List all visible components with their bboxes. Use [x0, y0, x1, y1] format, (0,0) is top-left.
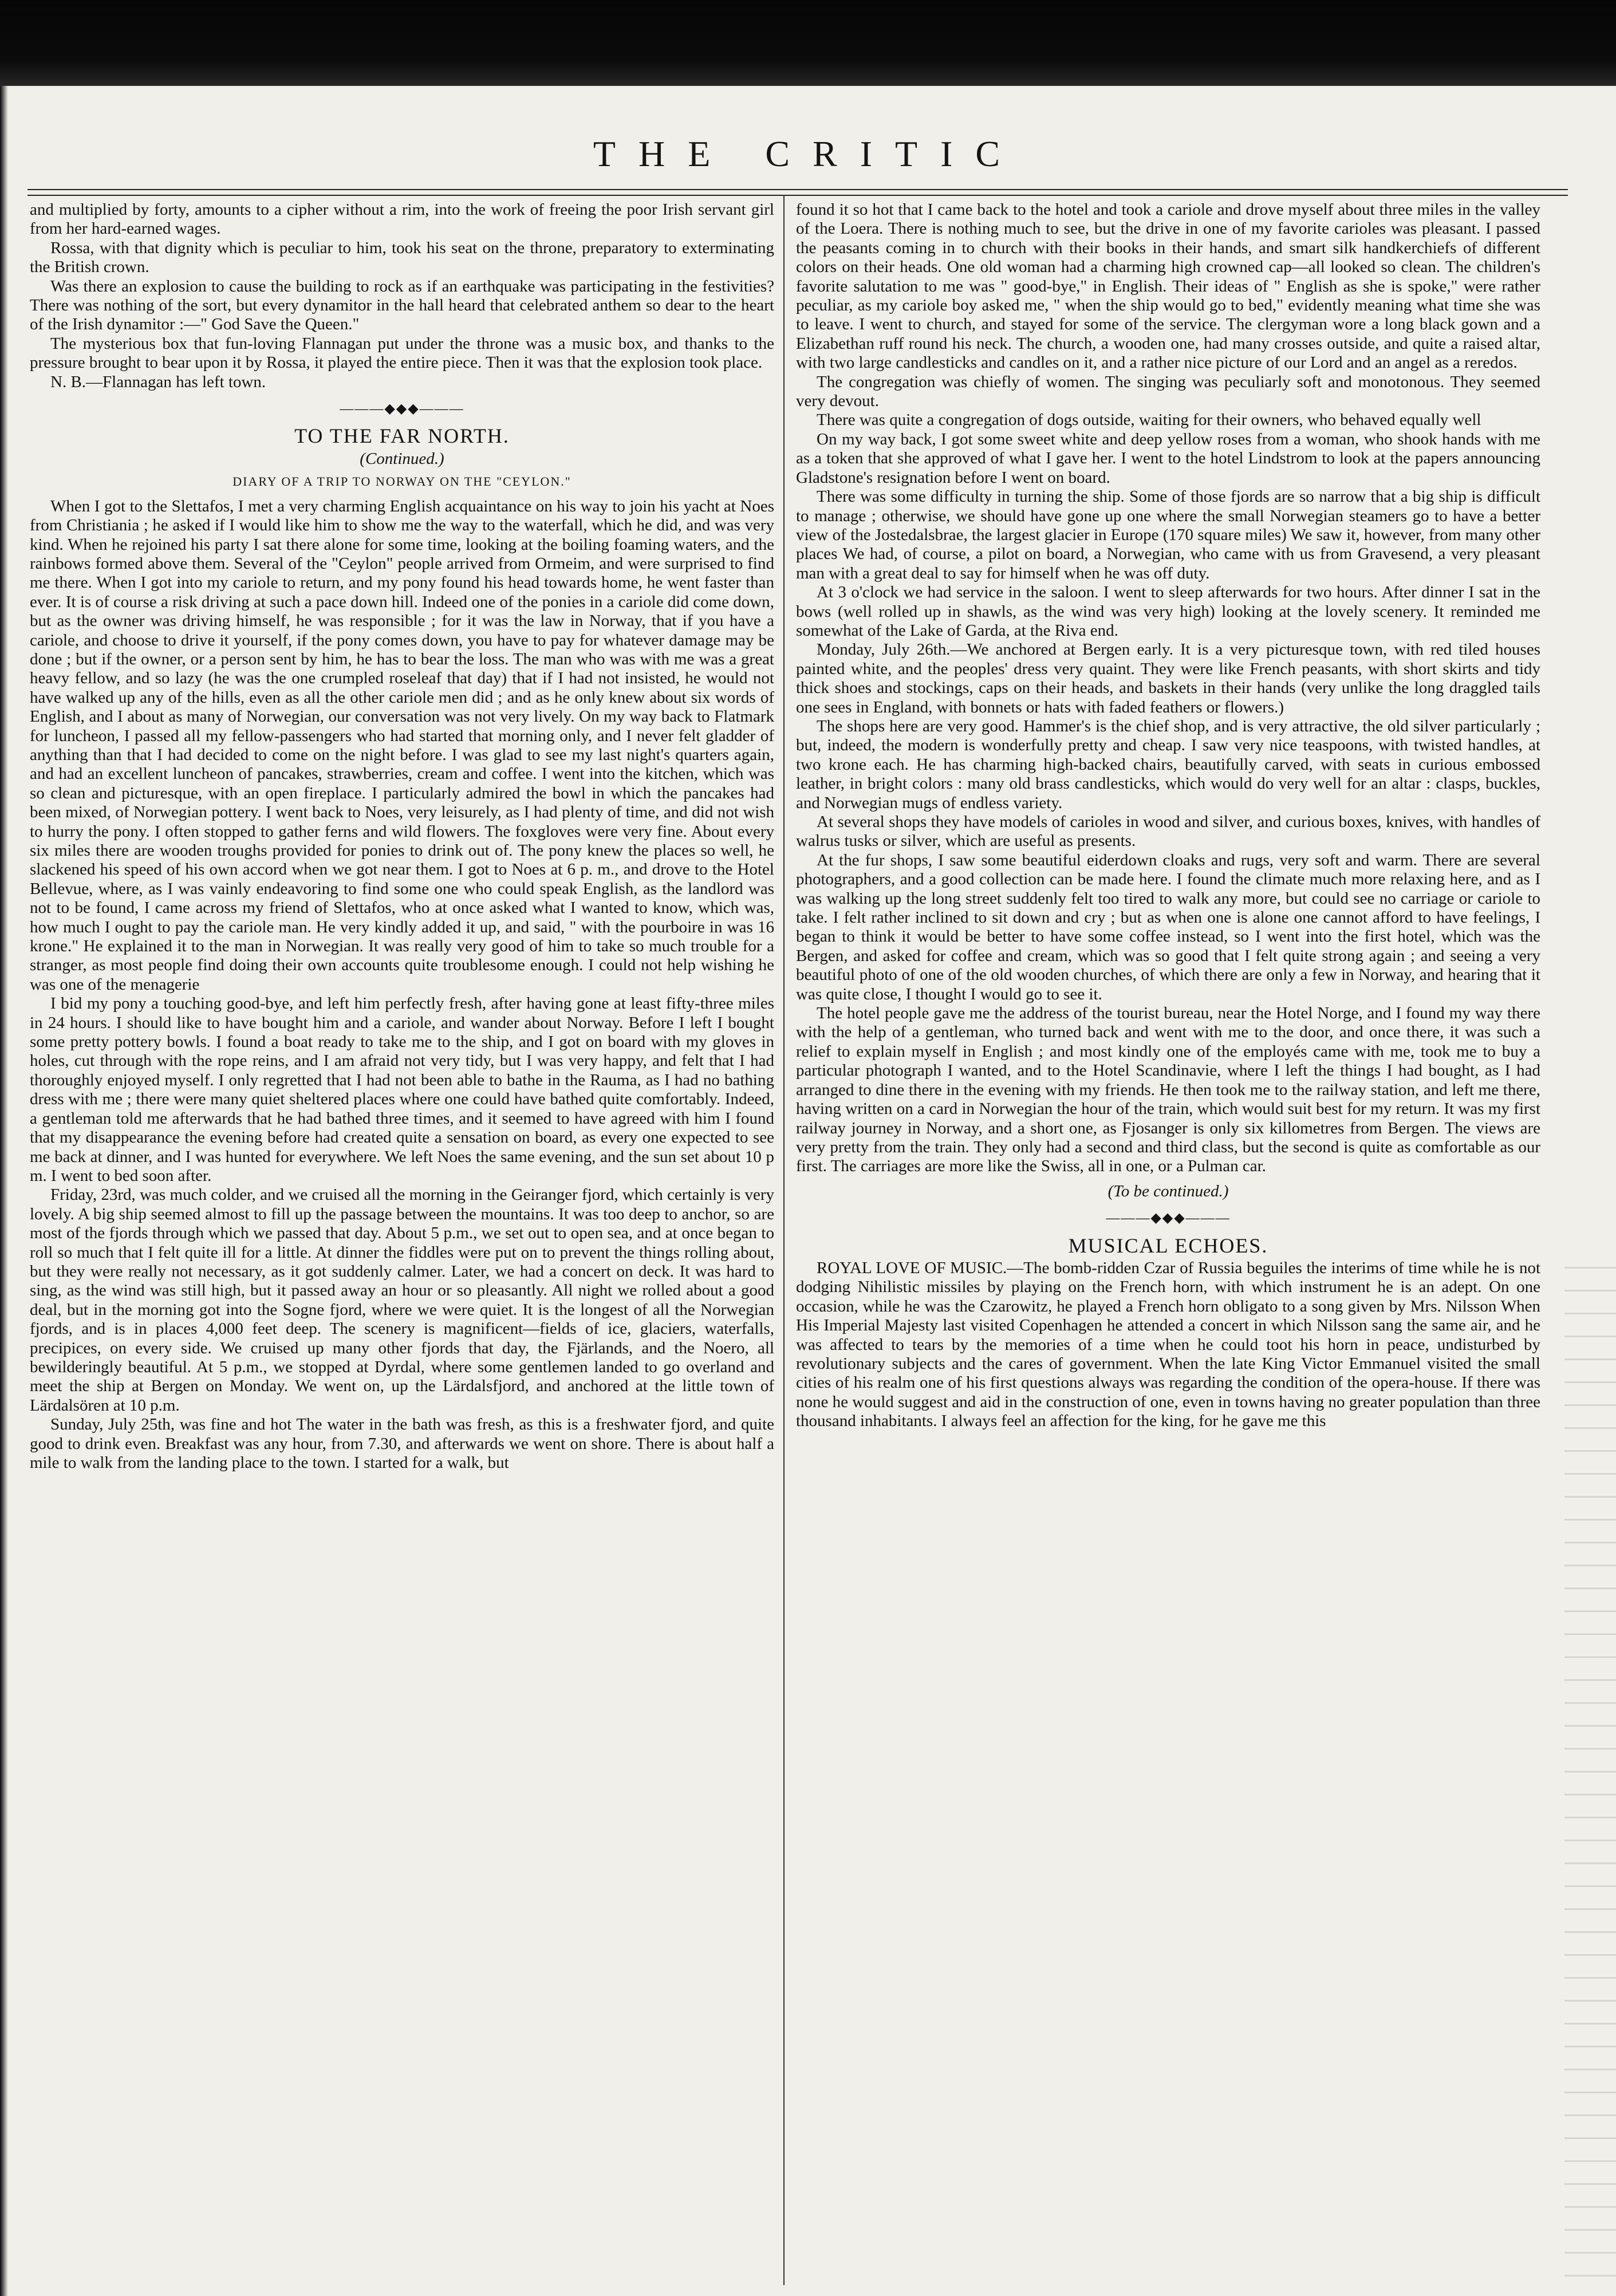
paragraph: found it so hot that I came back to the hotel and took a cariole and drove myself about three miles in the valley of the Loera. There is nothing much to see, but the drive in one of my favorite carioles was pleasant. I passed the peasants coming in to church with their books in their hands, and smart silk handkerchiefs of different colors on their heads. One old woman had a charming high crowned cap—all looked so clean. The children's favorite salutation to me was " good-bye," in English. Their ideas of " English as she is spoke," were rather peculiar, as my cariole boy asked me, " when the ship would go to bed," evidently meaning what time she was to leave. I went to church, and stayed for some of the service. The clergyman wore a long black gown and a Elizabethan ruff round his neck. The church, a wooden one, had many crosses outside, and quite a raised altar, with two large candlesticks and candles on it, and a rather nice picture of our Lord and an angel as a reredos.: [796, 200, 1540, 372]
scan-margin-noise: [1564, 1260, 1616, 2291]
section-ornament: ———◆◆◆———: [340, 401, 464, 417]
paragraph: The shops here are very good. Hammer's is the chief shop, and is very attractive, the old silver particularly ; but, indeed, the modern is wonderfully pretty and cheap. I saw very nice teaspoons, with twisted handles, at two krone each. He has charming high-backed chairs, beautifully carved, with seats in curious embossed leather, in bright colors : many old brass candlesticks, which would do very well for an altar : clasps, buckles, and Norwegian mugs of endless variety.: [796, 716, 1540, 812]
paragraph: There was quite a congregation of dogs outside, waiting for their owners, who behaved equally well: [817, 411, 1481, 430]
article-heading-far-north: TO THE FAR NORTH.: [294, 424, 510, 448]
article-heading-musical-echoes: MUSICAL ECHOES.: [1068, 1234, 1268, 1257]
to-be-continued-note: (To be continued.): [1107, 1182, 1229, 1200]
article-subtitle: DIARY OF A TRIP TO NORWAY ON THE "CEYLON.": [232, 474, 571, 489]
paragraph: Rossa, with that dignity which is peculiar to him, took his seat on the throne, preparatory to exterminating the British crown.: [30, 238, 774, 277]
continued-note: (Continued.): [360, 449, 444, 468]
paragraph: The mysterious box that fun-loving Flannagan put under the throne was a music box, and thanks to the pressure brought to bear upon it by Rossa, it played the entire piece. Then it was that the explosion took place.: [30, 334, 774, 372]
paragraph: Sunday, July 25th, was fine and hot The water in the bath was fresh, as this is a freshwater fjord, and quite good to drink even. Breakfast was any hour, from 7.30, and afterwards we went on shore. There is about half a mile to walk from the landing place to the town. I started for a walk, but: [30, 1415, 774, 1472]
paragraph: At 3 o'clock we had service in the saloon. I went to sleep afterwards for two hours. After dinner I sat in the bows (well rolled up in shawls, as the wind was very high) looking at the lovely scenery. It reminded me somewhat of the Lake of Garda, at the Riva end.: [796, 583, 1540, 640]
right-column: [796, 200, 1540, 2285]
paragraph: At several shops they have models of carioles in wood and silver, and curious boxes, knives, with handles of walrus tusks or silver, which are useful as presents.: [796, 813, 1540, 850]
paragraph: Monday, July 26th.—We anchored at Bergen early. It is a very picturesque town, with red tiled houses painted white, and the peoples' dress very quaint. They were like French peasants, with short skirts and tidy thick shoes and stockings, caps on their heads, and baskets in their hands (very unlike the long draggled tails one sees in England, with bonnets or hats with faded feathers or flowers.): [796, 640, 1540, 716]
paragraph: Was there an explosion to cause the building to rock as if an earthquake was participating in the festivities? There was nothing of the sort, but every dynamitor in the hall heard that celebrated anthem so dear to the heart of the Irish dynamitor :—" God Save the Queen.": [30, 277, 774, 334]
section-ornament: ———◆◆◆———: [1106, 1211, 1231, 1226]
paragraph: and multiplied by forty, amounts to a cipher without a rim, into the work of freeing the poor Irish servant girl from her hard-earned wages.: [30, 200, 774, 238]
masthead-double-rule: [27, 189, 1568, 196]
masthead-title: THE CRITIC: [593, 133, 1023, 174]
paragraph: At the fur shops, I saw some beautiful eiderdown cloaks and rugs, very soft and warm. There are several photographers, and a good collection can be made here. I found the climate much more relaxing here, and as I was walking up the long street suddenly felt too tired to walk any more, but could see no carriage or cariole to take. I felt rather inclined to sit down and cry ; but as when one is alone one cannot afford to have feelings, I began to think it would be better to have some coffee instead, so I went into the first hotel, which was the Bergen, and asked for coffee and cream, which was so good that I felt quite strong again ; and seeing a very beautiful photo of one of the old wooden churches, of which there are only a few in Norway, and hearing that it was quite close, I thought I would go to see it.: [796, 850, 1540, 1003]
paragraph: The hotel people gave me the address of the tourist bureau, near the Hotel Norge, and I found my way there with the help of a gentleman, who turned back and went with me to the door, and once there, it was such a relief to explain myself in English ; and most kindly one of the employés came with me, took me to buy a particular photograph I wanted, and to the Hotel Scandinavie, where I left the things I had bought, as I had arranged to dine there in the evening with my friends. He then took me to the railway station, and left me there, having written on a card in Norwegian the hour of the train, which would suit best for my return. It was my first railway journey in Norway, and a short one, as Fjosanger is only six killometres from Bergen. The views are very pretty from the train. They only had a second and third class, but the second is quite as comfortable as our first. The carriages are more like the Swiss, all in one, or a Pulman car.: [796, 1004, 1540, 1176]
paragraph: N. B.—Flannagan has left town.: [50, 372, 266, 391]
paragraph: Friday, 23rd, was much colder, and we cruised all the morning in the Geiranger fjord, which certainly is very lovely. A big ship seemed almost to fill up the passage between the mountains. It was too deep to anchor, so are most of the fjords through which we passed that day. About 5 p.m., we set out to open sea, and at once began to roll so much that I felt quite ill for a little. At dinner the fiddles were put on to prevent the things rolling about, but they were really not necessary, as it got suddenly calmer. Later, we had a concert on deck. It was hard to sing, as the wind was still high, but it passed away an hour or so pleasantly. All night we rolled about a good deal, but in the morning got into the Sogne fjord, where we were quiet. It is the longest of all the Norwegian fjords, and is in places 4,000 feet deep. The scenery is magnificent—fields of ice, glaciers, waterfalls, precipices, on every side. We cruised up many other fjords that day, the Fjärlands, and the Noero, all bewilderingly beautiful. At 5 p.m., we stopped at Dyrdal, where some gentlemen landed to go overland and meet the ship at Bergen on Monday. We went on, up the Lärdalsfjord, and anchored at the little town of Lärdalsören at 10 p.m.: [30, 1186, 774, 1415]
paragraph: ROYAL LOVE OF MUSIC.—The bomb-ridden Czar of Russia beguiles the interims of time while he is not dodging Nihilistic missiles by playing on the French horn, with which instrument he is an adept. On one occasion, while he was the Czarowitz, he played a French horn obligato to a song given by Mrs. Nilsson When His Imperial Majesty last visited Copenhagen he attended a concert in which Nilsson sang the same air, and he was affected to tears by the memories of a time when he could toot his horn in peace, undisturbed by revolutionary subjects and the cares of government. When the late King Victor Emmanuel visited the small cities of his realm one of his first questions always was regarding the condition of the opera-house. If there was none he would suggest and aid in the construction of one, even in towns having no greater population than three thousand inhabitants. I always feel an affection for the king, for he gave me this: [796, 1258, 1540, 1431]
paragraph: I bid my pony a touching good-bye, and left him perfectly fresh, after having gone at least fifty-three miles in 24 hours. I should like to have bought him and a cariole, and wander about Norway. Before I left I bought some pretty pottery bowls. I found a boat ready to take me to the ship, and I got on board with my gloves in holes, cut through with the rope reins, and I am afraid not very tidy, but I was very happy, and felt that I had thoroughly enjoyed myself. I only regretted that I had not been able to bathe in the Rauma, as I had no bathing dress with me ; there were many quiet sheltered places where one could have bathed quite comfortably. Indeed, a gentleman told me afterwards that he had bathed three times, and it seemed to have agreed with him I found that my disappearance the evening before had created quite a sensation on board, as every one expected to see me back at dinner, and I was hunted for everywhere. We left Noes the same evening, and the sun set about 10 p m. I went to bed soon after.: [30, 994, 774, 1185]
scan-left-edge: [0, 86, 8, 2296]
paragraph: On my way back, I got some sweet white and deep yellow roses from a woman, who shook hands with me as a token that she approved of what I gave her. I went to the hotel Lindstrom to look at the papers announcing Gladstone's resignation before I went on board.: [796, 430, 1540, 487]
paragraph: When I got to the Slettafos, I met a very charming English acquaintance on his way to join his yacht at Noes from Christiania ; he asked if I would like him to show me the way to the waterfall, which he did, and was very kind. When he rejoined his party I sat there alone for some time, looking at the boiling foaming waters, and the rainbows formed above them. Several of the "Ceylon" people arrived from Ormeim, and were surprised to find me there. When I got into my cariole to return, and my pony found his head towards home, he went faster than ever. It is of course a risk driving at such a pace down hill. Indeed one of the ponies in a cariole did come down, but as the owner was driving himself, he was responsible ; for it was the law in Norway, that if you have a cariole, and choose to drive it yourself, if the pony comes down, you have to pay for whatever damage may be done ; but if the owner, or a person sent by him, he has to bear the loss. The man who was with me was a great heavy fellow, and so lazy (he was the one crumpled roseleaf that day) that if I had not insisted, he would not have walked up any of the hills, even as all the other cariole men did ; and as he only knew about six words of English, and I about as many of Norwegian, our conversation was not very lively. On my way back to Flatmark for luncheon, I passed all my fellow-passengers who had started that morning only, and I never felt gladder of anything than that I had decided to come on the night before. I was glad to see my last night's quarters again, and had an excellent luncheon of pancakes, strawberries, cream and coffee. I went into the kitchen, which was so clean and picturesque, with an open fireplace. I particularly admired the bowl in which the pancakes had been mixed, of Norwegian pottery. I went back to Noes, very leisurely, as I had plenty of time, and did not wish to hurry the pony. I often stopped to gather ferns and wild flowers. The foxgloves were very fine. About every six miles there are wooden troughs provided for ponies to drink out of. The pony knew the places so well, he slackened his speed of his own accord when we got near them. I got to Noes at 6 p. m., and drove to the Hotel Bellevue, where, as I was vainly endeavoring to find some one who could speak English, as the landlord was not to be found, I came across my friend of Slettafos, who at once asked what I wanted to know, which was, how much I ought to pay the cariole man. He very kindly added it up, and said, " with the pourboire in was 16 krone." He explained it to the man in Norwegian. It was really very good of him to take so much trouble for a stranger, as most people find doing their own accounts quite troublesome enough. I could not help wishing he was one of the menagerie: [30, 497, 774, 994]
column-divider: [783, 195, 785, 2285]
scan-dark-border: [0, 0, 1616, 86]
left-column: [30, 200, 774, 2285]
paragraph: The congregation was chiefly of women. The singing was peculiarly soft and monotonous. They seemed very devout.: [796, 372, 1540, 411]
paragraph: There was some difficulty in turning the ship. Some of those fjords are so narrow that a big ship is difficult to manage ; otherwise, we should have gone up one where the small Norwegian steamers go to have a better view of the Jostedalsbrae, the largest glacier in Europe (170 square miles) We saw it, however, from many other places We had, of course, a pilot on board, a Norwegian, who came with us from Gravesend, a very pleasant man with a great deal to say for himself when he was off duty.: [796, 487, 1540, 582]
